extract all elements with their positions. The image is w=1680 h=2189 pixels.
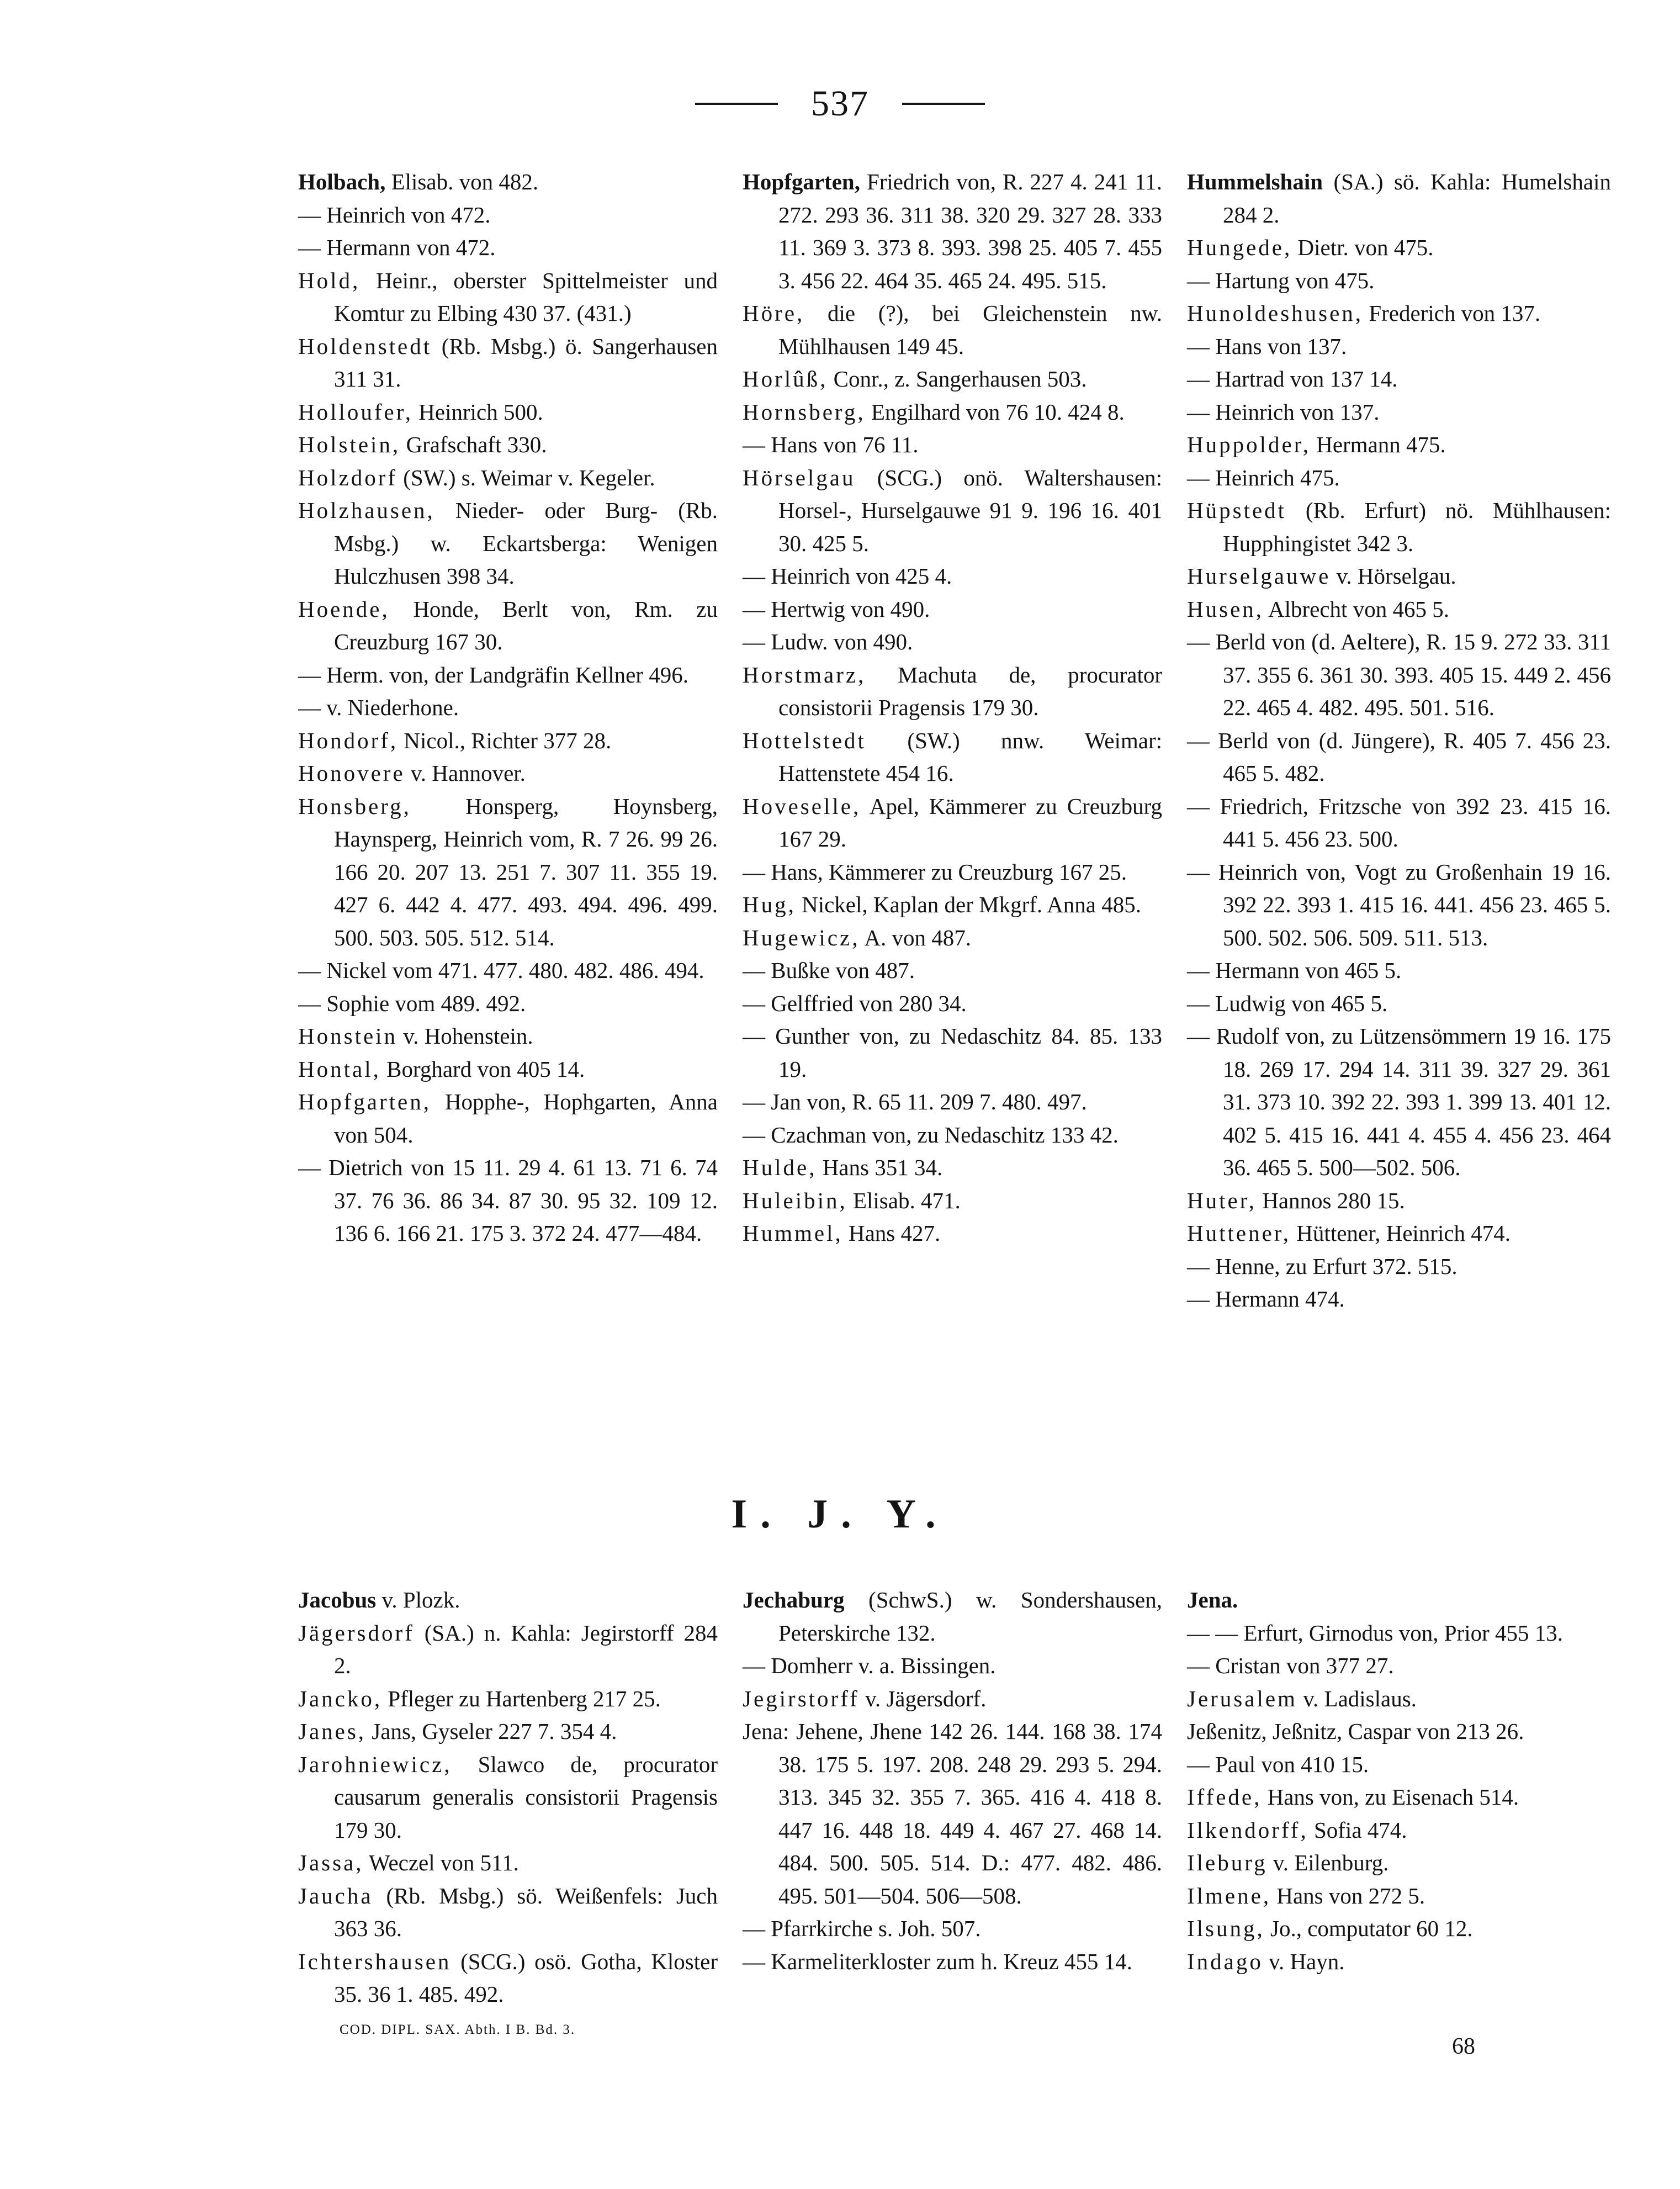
index-entry (1187, 166, 1611, 231)
entry-text: Grafschaft 330. (400, 432, 547, 457)
index-entry (298, 954, 718, 987)
entry-text: (SW.) s. Weimar v. Kegeler. (398, 464, 655, 490)
entry-headword: Husen, (1187, 596, 1264, 622)
entry-headword: Hurselgauwe (1187, 563, 1331, 589)
entry-text: (SW.) nnw. Weimar: Hattenstete 454 16. (778, 727, 1162, 786)
entry-text: — Hans, Kämmerer zu Creuzburg 167 25. (743, 859, 1127, 885)
entry-text: v. Hörselgau. (1331, 563, 1456, 589)
entry-headword: Indago (1187, 1948, 1263, 1974)
entry-headword: Jerusalem (1187, 1685, 1297, 1711)
index-entry (743, 1912, 1162, 1945)
index-entry (743, 1185, 1162, 1218)
index-entry (1187, 1617, 1611, 1650)
entry-headword: Holstein, (298, 432, 401, 457)
entry-text: Weczel von 511. (363, 1850, 519, 1875)
index-entry (743, 166, 1162, 297)
index-column-top-left (298, 166, 718, 1250)
index-entry (298, 1847, 718, 1880)
index-entry (1187, 265, 1611, 298)
entry-headword: Hüpstedt (1187, 498, 1287, 523)
entry-text: Hans von, zu Eisenach 514. (1262, 1784, 1519, 1810)
index-entry (1187, 1847, 1611, 1880)
index-entry (743, 954, 1162, 987)
entry-text: — Heinrich 475. (1187, 464, 1340, 490)
entry-text: — Heinrich von 137. (1187, 399, 1380, 425)
entry-text: Hans von 272 5. (1271, 1883, 1425, 1908)
entry-text: — v. Niederhone. (298, 695, 459, 720)
entry-text: Conr., z. Sangerhausen 503. (828, 366, 1087, 392)
entry-headword: Ileburg (1187, 1850, 1268, 1875)
index-entry (298, 1151, 718, 1250)
entry-text: v. Jägersdorf. (859, 1685, 987, 1711)
entry-text: — Hans von 137. (1187, 333, 1347, 359)
index-entry (1187, 1185, 1611, 1218)
entry-text: — Hertwig von 490. (743, 596, 930, 622)
entry-text: — Heinrich von 472. (298, 202, 491, 228)
index-entry (1187, 626, 1611, 725)
entry-headword: Jegirstorff (743, 1685, 860, 1711)
entry-headword: Huleibin, (743, 1187, 847, 1213)
entry-text: — Sophie vom 489. 492. (298, 990, 526, 1016)
index-column-bottom-left (298, 1584, 718, 2011)
index-entry (1187, 1814, 1611, 1847)
index-entry (743, 889, 1162, 922)
index-entry (743, 396, 1162, 429)
index-entry (743, 429, 1162, 462)
entry-text: v. Hannover. (405, 760, 526, 786)
entry-headword: Jassa, (298, 1850, 364, 1875)
index-entry (1187, 560, 1611, 593)
index-entry (298, 1880, 718, 1945)
entry-text: die (?), bei Gleichenstein nw. Mühlhausen 149 45. (778, 300, 1162, 359)
entry-text: — Heinrich von 425 4. (743, 563, 952, 589)
index-entry (298, 265, 718, 330)
entry-headword: Hoveselle, (743, 793, 861, 819)
entry-text: — Hermann 474. (1187, 1286, 1345, 1312)
entry-text: — Pfarrkirche s. Joh. 507. (743, 1916, 981, 1941)
entry-text: — — Erfurt, Girnodus von, Prior 455 13. (1187, 1620, 1564, 1646)
index-entry (298, 1945, 718, 2011)
page-header (0, 83, 1680, 125)
entry-headword: Hummel, (743, 1220, 843, 1246)
entry-headword: Holzdorf (298, 464, 398, 490)
index-entry (1187, 363, 1611, 396)
entry-text: Hermann 475. (1310, 432, 1446, 457)
index-entry (1187, 1912, 1611, 1945)
entry-text: — Bußke von 487. (743, 958, 915, 983)
index-entry (743, 462, 1162, 561)
index-entry (298, 987, 718, 1021)
index-entry (743, 659, 1162, 725)
entry-headword: Hungede, (1187, 235, 1292, 260)
index-entry (743, 626, 1162, 659)
entry-text: — Domherr v. a. Bissingen. (743, 1653, 996, 1678)
entry-headword: Holloufer, (298, 399, 414, 425)
entry-headword: Ilsung, (1187, 1916, 1265, 1941)
index-entry (298, 1086, 718, 1151)
entry-headword: Huter, (1187, 1187, 1257, 1213)
entry-text: — Gelffried von 280 34. (743, 990, 967, 1016)
entry-headword: Hopfgarten, (298, 1089, 431, 1114)
index-entry (1187, 1683, 1611, 1716)
index-entry (743, 1945, 1162, 1979)
index-entry (1187, 1781, 1611, 1814)
entry-text: — Hermann von 472. (298, 235, 496, 260)
index-entry (743, 1584, 1162, 1649)
index-entry (1187, 1584, 1611, 1617)
index-entry (298, 1053, 718, 1086)
index-entry (1187, 494, 1611, 560)
entry-headword: Horlûß, (743, 366, 828, 392)
index-entry (743, 363, 1162, 396)
index-entry (1187, 231, 1611, 265)
entry-text: — Paul von 410 15. (1187, 1751, 1369, 1777)
entry-text: (SA.) sö. Kahla: Humelshain 284 2. (1223, 169, 1611, 228)
entry-text: Engilhard von 76 10. 424 8. (865, 399, 1125, 425)
entry-text: — Hartung von 475. (1187, 267, 1375, 293)
entry-text: Elisab. 471. (847, 1187, 961, 1213)
entry-text: v. Eilenburg. (1267, 1850, 1389, 1875)
index-entry (1187, 954, 1611, 987)
index-entry (743, 1151, 1162, 1185)
index-entry (1187, 396, 1611, 429)
entry-headword: Jancko, (298, 1685, 383, 1711)
entry-text: Elisab. von 482. (385, 169, 539, 194)
entry-headword: Hottelstedt (743, 727, 866, 753)
entry-text: — Herm. von, der Landgräfin Kellner 496. (298, 662, 689, 688)
entry-text: Honde, Berlt von, Rm. zu Creuzburg 167 30. (334, 596, 718, 654)
index-entry (298, 231, 718, 265)
index-entry (298, 429, 718, 462)
index-column-bottom-middle (743, 1584, 1162, 1978)
footer-signature: COD. DIPL. SAX. Abth. I B. Bd. 3. (340, 2022, 576, 2037)
page-number: 537 (811, 83, 869, 124)
entry-headword: Holbach, (298, 169, 386, 194)
entry-text: Heinrich 500. (413, 399, 543, 425)
index-entry (743, 593, 1162, 626)
index-entry (298, 330, 718, 396)
entry-text: Honsperg, Hoynsberg, Haynsperg, Heinrich vom, R. 7 26. 99 26. 166 20. 207 13. 251 7. 307 11. 355 19. 427 6. 442 4. 477. 493. 494. 496. 499. 500. 503. 505. 512. 514. (334, 793, 718, 950)
entry-text: (SCG.) osö. Gotha, Kloster 35. 36 1. 485. 492. (334, 1948, 718, 2007)
entry-text: — Gunther von, zu Nedaschitz 84. 85. 133 19. (743, 1023, 1162, 1082)
entry-headword: Hold, (298, 267, 361, 293)
index-entry (298, 1683, 718, 1716)
entry-headword: Hug, (743, 892, 796, 917)
index-entry (743, 987, 1162, 1021)
index-entry (298, 166, 718, 199)
entry-text: Pfleger zu Hartenberg 217 25. (382, 1685, 661, 1711)
entry-text: Albrecht von 465 5. (1264, 596, 1449, 622)
entry-headword: Jaucha (298, 1883, 373, 1908)
entry-headword: Honstein (298, 1023, 398, 1049)
index-entry (1187, 987, 1611, 1021)
entry-text: — Friedrich, Fritzsche von 392 23. 415 16. 441 5. 456 23. 500. (1187, 793, 1611, 852)
entry-text: v. Hayn. (1263, 1948, 1345, 1974)
entry-headword: Iffede, (1187, 1784, 1262, 1810)
index-entry (743, 856, 1162, 889)
index-entry (743, 790, 1162, 856)
entry-headword: Hulde, (743, 1155, 817, 1180)
index-column-bottom-right (1187, 1584, 1611, 1978)
entry-text: Jeßnitz, Caspar von 213 26. (1266, 1719, 1524, 1744)
entry-text: — Hans von 76 11. (743, 432, 919, 457)
entry-text: Frederich von 137. (1363, 300, 1541, 326)
entry-headword: Huttener, (1187, 1220, 1291, 1246)
entry-text: — Hermann von 465 5. (1187, 958, 1402, 983)
entry-text: Jo., computator 60 12. (1264, 1916, 1473, 1941)
entry-headword: Janes, (298, 1719, 367, 1744)
index-entry (1187, 297, 1611, 330)
index-entry (1187, 429, 1611, 462)
index-entry (1187, 330, 1611, 363)
header-rule-right (902, 103, 985, 105)
index-entry (1187, 1217, 1611, 1250)
entry-headword: Höre, (743, 300, 805, 326)
entry-text: Nicol., Richter 377 28. (398, 727, 612, 753)
entry-headword: Hondorf, (298, 727, 399, 753)
entry-text: — Berld von (d. Jüngere), R. 405 7. 456 23. 465 5. 482. (1187, 727, 1611, 786)
index-entry (1187, 593, 1611, 626)
entry-text: Jans, Gyseler 227 7. 354 4. (366, 1719, 617, 1744)
entry-headword: Hornsberg, (743, 399, 866, 425)
entry-text: Hüttener, Heinrich 474. (1291, 1220, 1511, 1246)
entry-text: — Heinrich von, Vogt zu Großenhain 19 16. 392 22. 393 1. 415 16. 441. 456 23. 465 5. 500. 502. 506. 509. 511. 513. (1187, 859, 1611, 950)
entry-text: — Nickel vom 471. 477. 480. 482. 486. 494. (298, 958, 704, 983)
entry-headword: Holzhausen, (298, 498, 435, 523)
index-entry (298, 691, 718, 725)
entry-text: v. Plozk. (376, 1587, 460, 1612)
entry-headword: Hugewicz, (743, 924, 860, 950)
entry-text: — Rudolf von, zu Lützensömmern 19 16. 175 18. 269 17. 294 14. 311 39. 327 29. 361 31. 373 10. 392 22. 393 1. 399 13. 401 12. 402 5. 415 16. 441 4. 455 4. 456 23. 464 36. 465 5. 500—502. 506. (1187, 1023, 1611, 1180)
index-entry (743, 1119, 1162, 1152)
index-column-top-right (1187, 166, 1611, 1316)
index-entry (1187, 1715, 1611, 1748)
index-entry (298, 199, 718, 232)
index-entry (743, 297, 1162, 363)
entry-text: — Ludw. von 490. (743, 629, 913, 654)
entry-headword: Hörselgau (743, 464, 856, 490)
entry-text: (Rb. Erfurt) nö. Mühlhausen: Hupphingistet 342 3. (1223, 498, 1611, 556)
sheet-number: 68 (1452, 2034, 1475, 2059)
entry-text: Hannos 280 15. (1256, 1187, 1405, 1213)
entry-text: Hopphe-, Hophgarten, Anna von 504. (334, 1089, 718, 1148)
index-entry (1187, 725, 1611, 790)
index-entry (1187, 1020, 1611, 1185)
index-entry (1187, 1748, 1611, 1781)
index-entry (298, 494, 718, 593)
index-entry (1187, 1880, 1611, 1913)
index-entry (298, 1715, 718, 1748)
entry-text: — Cristan von 377 27. (1187, 1653, 1394, 1678)
entry-headword: Jarohniewicz, (298, 1751, 452, 1777)
entry-text: Machuta de, procurator consistorii Pragensis 179 30. (778, 662, 1162, 720)
index-entry (1187, 462, 1611, 495)
entry-headword: Honsberg, (298, 793, 411, 819)
entry-text: — Henne, zu Erfurt 372. 515. (1187, 1253, 1458, 1279)
entry-text: Friedrich von, R. 227 4. 241 11. 272. 293 36. 311 38. 320 29. 327 28. 333 11. 369 3. 373 8. 393. 398 25. 405 7. 455 3. 456 22. 464 35. 465 24. 495. 515. (778, 169, 1162, 293)
index-entry (743, 1086, 1162, 1119)
index-entry (298, 659, 718, 692)
entry-text: Heinr., oberster Spittelmeister und Komtur zu Elbing 430 37. (431.) (334, 267, 718, 326)
header-rule-left (695, 103, 778, 105)
entry-headword: Jechaburg (743, 1587, 845, 1612)
entry-headword: Huppolder, (1187, 432, 1311, 457)
entry-headword: Jägersdorf (298, 1620, 415, 1646)
entry-text: Nieder- oder Burg- (Rb. Msbg.) w. Eckartsberga: Wenigen Hulczhusen 398 34. (334, 498, 718, 589)
index-entry (743, 725, 1162, 790)
index-entry (298, 593, 718, 659)
entry-headword: Hoende, (298, 596, 390, 622)
index-entry (743, 560, 1162, 593)
entry-text: v. Ladislaus. (1297, 1685, 1417, 1711)
entry-text: v. Hohenstein. (398, 1023, 533, 1049)
index-entry (743, 1649, 1162, 1683)
entry-text: Hans 427. (842, 1220, 941, 1246)
entry-text: — Berld von (d. Aeltere), R. 15 9. 272 33. 311 37. 355 6. 361 30. 393. 405 15. 449 2. 456 22. 465 4. 482. 495. 501. 516. (1187, 629, 1611, 720)
entry-text: — Jan von, R. 65 11. 209 7. 480. 497. (743, 1089, 1087, 1114)
index-entry (298, 462, 718, 495)
entry-headword: Jacobus (298, 1587, 377, 1612)
entry-headword: Jeßenitz, (1187, 1719, 1267, 1744)
index-entry (1187, 1649, 1611, 1683)
entry-headword: Ilkendorff, (1187, 1817, 1308, 1843)
entry-headword: Jena. (1187, 1587, 1238, 1612)
index-entry (298, 1584, 718, 1617)
entry-text: Jehene, Jhene 142 26. 144. 168 38. 174 38. 175 5. 197. 208. 248 29. 293 5. 294. 313. 345 32. 355 7. 365. 416 4. 418 8. 447 16. 448 18. 449 4. 467 27. 468 14. 484. 500. 505. 514. D.: 477. 482. 486. 495. 501—504. 506—508. (778, 1719, 1162, 1908)
entry-text: — Czachman von, zu Nedaschitz 133 42. (743, 1122, 1119, 1148)
entry-text: A. von 487. (860, 924, 972, 950)
entry-text: Nickel, Kaplan der Mkgrf. Anna 485. (796, 892, 1141, 917)
entry-headword: Ilmene, (1187, 1883, 1271, 1908)
entry-headword: Holdenstedt (298, 333, 432, 359)
index-entry (298, 790, 718, 955)
index-entry (1187, 856, 1611, 955)
index-entry (743, 1715, 1162, 1912)
index-entry (1187, 790, 1611, 856)
entry-text: Dietr. von 475. (1292, 235, 1434, 260)
index-entry (743, 922, 1162, 955)
entry-headword: Jena: (743, 1719, 789, 1744)
index-entry (1187, 1945, 1611, 1979)
entry-text: — Dietrich von 15 11. 29 4. 61 13. 71 6. 74 37. 76 36. 86 34. 87 30. 95 32. 109 12. 136 6. 166 21. 175 3. 372 24. 477—484. (298, 1155, 718, 1246)
entry-text: (Rb. Msbg.) ö. Sangerhausen 311 31. (334, 333, 718, 392)
index-entry (1187, 1283, 1611, 1316)
index-entry (298, 1617, 718, 1683)
entry-headword: Hopfgarten, (743, 169, 860, 194)
entry-text: — Karmeliterkloster zum h. Kreuz 455 14. (743, 1948, 1132, 1974)
entry-text: (SchwS.) w. Sondershausen, Peterskirche 132. (778, 1587, 1162, 1646)
index-entry (743, 1020, 1162, 1086)
index-entry (298, 1748, 718, 1847)
index-entry (1187, 1250, 1611, 1283)
entry-text: Apel, Kämmerer zu Creuzburg 167 29. (778, 793, 1162, 852)
section-title: I. J. Y. (731, 1492, 949, 1537)
index-entry (743, 1217, 1162, 1250)
entry-text: Sofia 474. (1308, 1817, 1407, 1843)
entry-text: Slawco de, procurator causarum generalis consistorii Pragensis 179 30. (334, 1751, 718, 1843)
entry-headword: Hunoldeshusen, (1187, 300, 1364, 326)
index-entry (298, 757, 718, 790)
entry-headword: Hummelshain (1187, 169, 1323, 194)
entry-headword: Hontal, (298, 1056, 381, 1082)
entry-text: Borghard von 405 14. (380, 1056, 585, 1082)
entry-text: Hans 351 34. (817, 1155, 943, 1180)
entry-text: (Rb. Msbg.) sö. Weißenfels: Juch 363 36. (334, 1883, 718, 1941)
entry-text: — Ludwig von 465 5. (1187, 990, 1388, 1016)
entry-headword: Honovere (298, 760, 405, 786)
entry-text: (SA.) n. Kahla: Jegirstorff 284 2. (334, 1620, 718, 1678)
index-entry (298, 1020, 718, 1053)
entry-text: — Hartrad von 137 14. (1187, 366, 1398, 392)
entry-headword: Horstmarz, (743, 662, 866, 688)
entry-headword: Ichtershausen (298, 1948, 452, 1974)
index-entry (298, 725, 718, 758)
index-entry (298, 396, 718, 429)
entry-text: (SCG.) onö. Waltershausen: Horsel-, Hurselgauwe 91 9. 196 16. 401 30. 425 5. (778, 464, 1162, 556)
index-column-top-middle (743, 166, 1162, 1250)
index-entry (743, 1683, 1162, 1716)
